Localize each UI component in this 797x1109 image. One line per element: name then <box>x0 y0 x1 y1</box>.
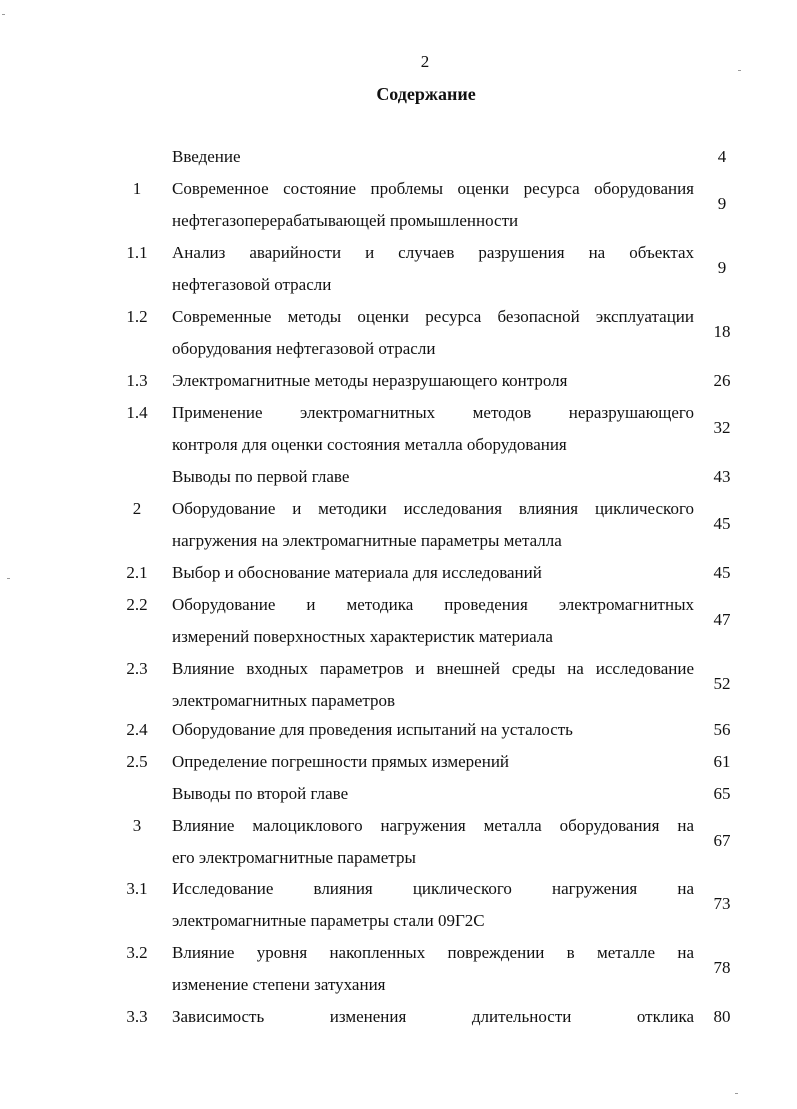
toc-entry-title-line: измерений поверхностных характеристик материала <box>172 627 553 646</box>
toc-entry <box>0 237 797 301</box>
toc-entry-number: 2.4 <box>126 720 148 739</box>
toc-entry-title-line: электромагнитные параметры стали 09Г2С <box>172 911 485 930</box>
toc-entry-title-line: Современные методы оценки ресурса безопасной эксплуатации <box>172 307 694 326</box>
toc-entry-title-line: его электромагнитные параметры <box>172 848 416 867</box>
toc-entry-title-line: Выводы по первой главе <box>172 467 350 486</box>
toc-entry-title <box>172 397 694 461</box>
scan-speck <box>2 14 5 15</box>
toc-entry-title-line: Выводы по второй главе <box>172 784 349 803</box>
toc-entry-page: 61 <box>713 752 731 771</box>
toc-entry-page: 65 <box>713 784 731 803</box>
toc-entry-title <box>172 714 694 746</box>
toc-entry-number: 1.2 <box>126 307 148 326</box>
toc-entry <box>0 141 797 173</box>
toc-entry-title-line: Оборудование и методики исследования влияния циклического <box>172 499 694 518</box>
toc-entry <box>0 937 797 1001</box>
toc-entry-title-line: Оборудование и методика проведения электромагнитных <box>172 595 694 614</box>
toc-entry-number: 3.1 <box>126 879 148 898</box>
toc-entry-title <box>172 1001 694 1033</box>
toc-entry <box>0 778 797 810</box>
toc-entry <box>0 557 797 589</box>
toc-entry <box>0 810 797 874</box>
toc-entry-title <box>172 778 694 810</box>
toc-entry-page: 52 <box>713 674 731 693</box>
toc-entry <box>0 1001 797 1033</box>
toc-entry <box>0 589 797 653</box>
toc-entry-page: 26 <box>713 371 731 390</box>
toc-entry-number: 2.2 <box>126 595 148 614</box>
toc-entry-title-line: Электромагнитные методы неразрушающего контроля <box>172 371 568 390</box>
toc-entry-page: 56 <box>713 720 731 739</box>
scan-speck <box>7 578 10 579</box>
toc-entry-title-line: контроля для оценки состояния металла оборудования <box>172 435 567 454</box>
toc-entry-page: 45 <box>713 563 731 582</box>
toc-entry-title-line: нефтегазовой отрасли <box>172 275 332 294</box>
scan-speck <box>735 1093 738 1094</box>
toc-entry-number: 3 <box>132 816 142 835</box>
toc-entry-title-line: Зависимость изменения длительности отклика <box>172 1007 694 1026</box>
toc-entry-page: 18 <box>713 322 731 341</box>
toc-entry-number: 1.1 <box>126 243 148 262</box>
toc-entry-number: 1.4 <box>126 403 148 422</box>
toc-entry-page: 47 <box>713 610 731 629</box>
toc-entry <box>0 365 797 397</box>
toc-entry-number: 2.5 <box>126 752 148 771</box>
toc-entry-title <box>172 141 694 173</box>
toc-entry-title-line: нагружения на электромагнитные параметры металла <box>172 531 562 550</box>
toc-entry-number: 1 <box>132 179 142 198</box>
toc-entry <box>0 873 797 937</box>
toc-entry-number: 2 <box>132 499 142 518</box>
toc-entry <box>0 173 797 237</box>
toc-entry-title <box>172 301 694 365</box>
toc-entry-page: 4 <box>717 147 727 166</box>
toc-entry-title-line: Влияние входных параметров и внешней среды на исследование <box>172 659 694 678</box>
toc-entry-title-line: Современное состояние проблемы оценки ресурса оборудования <box>172 179 694 198</box>
toc-entry-title <box>172 493 694 557</box>
toc-entry-number: 2.3 <box>126 659 148 678</box>
toc-entry-title-line: изменение степени затухания <box>172 975 386 994</box>
toc-entry-title-line: Выбор и обоснование материала для исследований <box>172 563 542 582</box>
page-number: 2 <box>420 52 430 71</box>
toc-entry-number: 1.3 <box>126 371 148 390</box>
toc-entry-title <box>172 173 694 237</box>
toc-entry-title <box>172 873 694 937</box>
toc-entry-title <box>172 461 694 493</box>
toc-entry-title-line: нефтегазоперерабатывающей промышленности <box>172 211 519 230</box>
toc-entry-number: 3.3 <box>126 1007 148 1026</box>
toc-entry-title-line: Оборудование для проведения испытаний на усталость <box>172 720 573 739</box>
toc-entry-title-line: оборудования нефтегазовой отрасли <box>172 339 436 358</box>
toc-entry-page: 9 <box>717 258 727 277</box>
toc-entry-title-line: Применение электромагнитных методов неразрушающего <box>172 403 694 422</box>
toc-entry-title-line: электромагнитных параметров <box>172 691 396 710</box>
toc-entry-title <box>172 746 694 778</box>
toc-entry-number: 2.1 <box>126 563 148 582</box>
toc-entry <box>0 461 797 493</box>
toc-entry-title <box>172 365 694 397</box>
toc-entry-title-line: Анализ аварийности и случаев разрушения на объектах <box>172 243 694 262</box>
toc-entry-title-line: Влияние уровня накопленных повреждении в металле на <box>172 943 694 962</box>
toc-entry-page: 45 <box>713 514 731 533</box>
toc-entry-page: 78 <box>713 958 731 977</box>
toc-entry-title <box>172 237 694 301</box>
toc-entry-title <box>172 589 694 653</box>
toc-entry-title-line: Исследование влияния циклического нагружения на <box>172 879 694 898</box>
toc-entry-title-line: Влияние малоциклового нагружения металла оборудования на <box>172 816 694 835</box>
toc-entry-title <box>172 937 694 1001</box>
toc-entry <box>0 301 797 365</box>
toc-entry-number: 3.2 <box>126 943 148 962</box>
toc-entry-title-line: Введение <box>172 147 241 166</box>
toc-entry <box>0 653 797 717</box>
toc-entry-title <box>172 557 694 589</box>
toc-entry-page: 43 <box>713 467 731 486</box>
toc-entry-title <box>172 810 694 874</box>
toc-entry <box>0 746 797 778</box>
toc-entry-page: 9 <box>717 194 727 213</box>
toc-heading: Содержание <box>376 84 476 104</box>
toc-entry-page: 80 <box>713 1007 731 1026</box>
toc-entry-title-line: Определение погрешности прямых измерений <box>172 752 510 771</box>
scan-speck <box>738 70 741 71</box>
toc-entry-page: 73 <box>713 894 731 913</box>
toc-entry-title <box>172 653 694 717</box>
toc-entry-page: 32 <box>713 418 731 437</box>
toc-entry <box>0 397 797 461</box>
toc-entry <box>0 493 797 557</box>
toc-entry-page: 67 <box>713 831 731 850</box>
toc-entry <box>0 714 797 746</box>
